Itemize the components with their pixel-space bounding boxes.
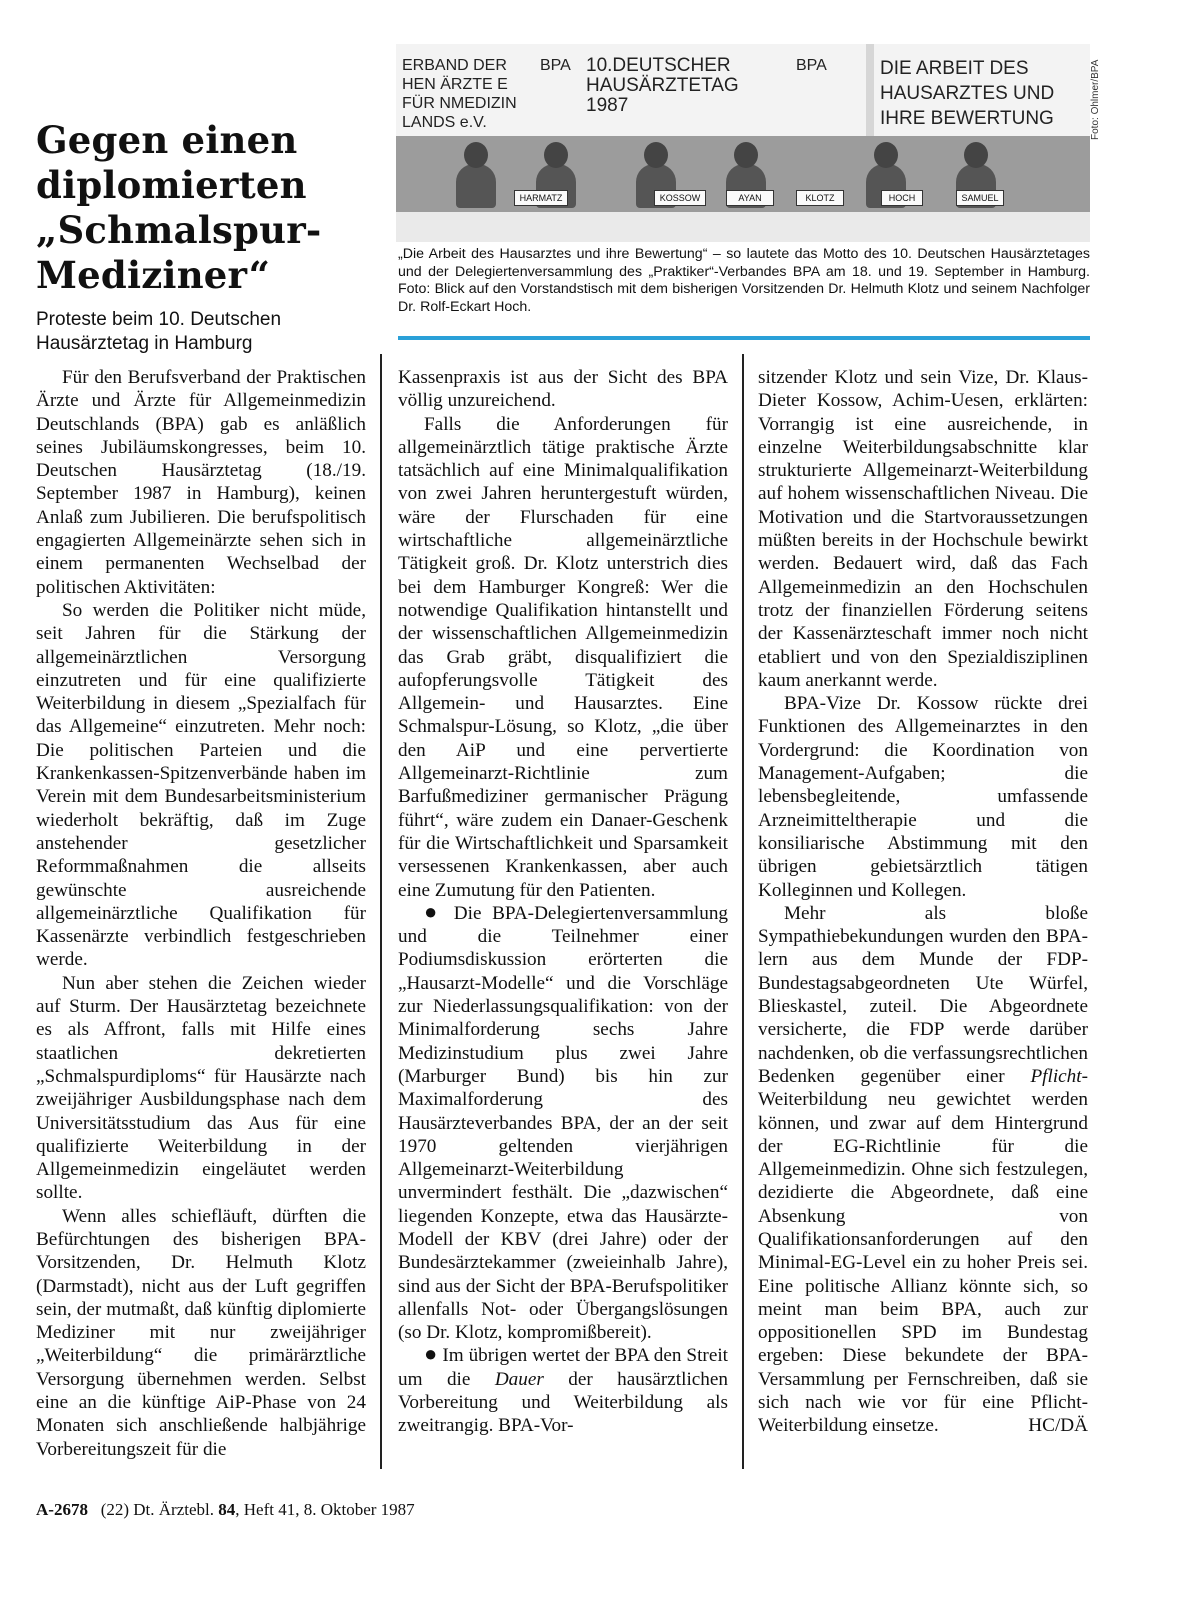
paragraph: Falls die Anforderungen für allgemeinärztlich tätige praktische Ärzte tatsächlich auf eine Minimalqualifikation von zwei Jahren heruntergestuft würden, wäre der Flurschaden für eine wirtschaftliche allgemeinärztliche Tätigkeit groß. Dr. Klotz unterstrich dies bei dem Hamburger Kongreß: Wer die notwendige Qualifikation hintanstellt und der wissenschaftlichen Allgemeinmedizin das Grab gräbt, disqualifiziert die aufopferungsvolle Tätigkeit des Allgemein- und Hausarztes. Eine Schmalspur-Lösung, so Klotz, „die über den AiP und eine pervertierte Allgemeinarzt-Richtlinie zum Barfußmediziner germanischer Prägung führt“, wäre zudem ein Danaer-Geschenk für die Wirtschaftlichkeit und Sparsamkeit versessenen Krankenkassen, aber auch eine Zumutung für den Patienten. (398, 413, 728, 901)
paragraph: Wenn alles schiefläuft, dürften die Befürchtungen des bisherigen BPA-Vorsitzenden, Dr. Helmuth Klotz (Darmstadt), nicht aus der Luft gegriffen sein, der mutmaßt, daß künftig diplomierte Mediziner mit nur zweijähriger „Weiterbildung“ die primärärztliche Versorgung übernehmen werden. Selbst eine an die künftige AiP-Phase von 24 Monaten sich anschließende halbjährige Vorbereitungszeit für die (36, 1205, 366, 1460)
journal-issue: , Heft 41, 8. Oktober 1987 (235, 1500, 415, 1519)
paragraph: Nun aber stehen die Zeichen wieder auf Sturm. Der Hausärztetag bezeichnete es als Affront, falls mit Hilfe eines staatlichen dekretierten „Schmalspurdiploms“ für Hausärzte nach zweijähriger Ausbildungsphase nach dem Universitätsstudium das Aus für eine qualifizierte Weiterbildung in der Allgemeinmedizin eingeläutet werden sollte. (36, 972, 366, 1204)
nameplate: KLOTZ (796, 190, 844, 206)
panel-person (456, 164, 496, 208)
bullet-icon: ● (424, 898, 444, 924)
banner-bpa-left: BPA (536, 44, 580, 160)
column-3 (758, 366, 1088, 1438)
paragraph: ● Die BPA-Delegiertenversammlung und die Teilnehmer einer Podiumsdiskussion erörterten die „Hausarzt-Modelle“ und die Vorschläge zur Niederlassungsqualifikation: von der Minimalforderung sechs Jahre Medizinstudium plus zwei Jahre (Marburger Bund) bis hin zur Maximalforderung des Hausärzteverbandes BPA, der an der seit 1970 geltenden vierjährigen Allgemeinarzt-Weiterbildung unvermindert festhält. Die „dazwischen“ liegenden Konzepte, etwa das Hausärzte-Modell der KBV (drei Jahre) oder der Bundesärztekammer (zweieinhalb Jahre), sind aus der Sicht der BPA-Berufspolitiker allenfalls Not- oder Übergangslösungen (so Dr. Klotz, kompromißbereit). (398, 898, 729, 1344)
page-footer (36, 1500, 415, 1520)
photo-credit: Foto: Ohlmer/BPA (1090, 59, 1101, 140)
column-2 (398, 366, 728, 1438)
author-signature: HC/DÄ (1028, 1415, 1088, 1437)
nameplate: KOSSOW (654, 190, 706, 206)
banner-association: ERBAND DER HEN ÄRZTE E FÜR NMEDIZIN LANDS e.V. (396, 44, 538, 160)
paragraph: Mehr als bloße Sympathiebekundungen wurden den BPA-lern aus dem Munde der FDP-Bundestagsabgeordneten Ute Würfel, Blieskastel, zuteil. Die Abgeordnete versicherte, die FDP werde darüber nachdenken, ob die verfassungsrechtlichen Bedenken gegenüber einer Pflicht-Weiterbildung neu gewichtet werden können, und zwar auf dem Hintergrund der EG-Richtlinie für die Allgemeinmedizin. Ohne sich festzulegen, dezidierte die Abgeordnete, daß eine Absenkung von Qualifikationsanforderungen auf den Minimal-EG-Level ein zu hoher Preis sei. Eine politische Allianz könnte sich, so meint man beim BPA, auch zur oppositionellen SPD im Bundestag ergeben: Diese bekundete der BPA-Versammlung per Fernschreiben, daß sie sich nach wie vor für eine Pflicht-Weiterbildung einsetze. HC/DÄ (758, 902, 1088, 1437)
nameplate: SAMUEL (956, 190, 1004, 206)
caption-rule (398, 336, 1090, 340)
bullet-icon: ● (424, 1341, 438, 1367)
column-1 (36, 366, 366, 1461)
headline: Gegen einen diplomierten „Schmalspur-Mediziner“ (36, 118, 322, 297)
banner-event: 10.DEUTSCHER HAUSÄRZTETAG 1987 (580, 44, 792, 160)
paragraph: BPA-Vize Dr. Kossow rückte drei Funktionen des Allgemeinarztes in den Vordergrund: die Koordination von Management-Aufgaben; die lebensbegleitende, umfassende Arzneimitteltherapie und die konsiliarische Abstimmung mit den übrigen gebietsärztlich tätigen Kolleginnen und Kollegen. (758, 693, 1088, 901)
paragraph: ● Im übrigen wertet der BPA den Streit um die Dauer der hausärztlichen Vorbereitung und Weiterbildung als zweitrangig. BPA-Vor- (398, 1341, 728, 1437)
page-number: A-2678 (36, 1500, 88, 1519)
column-rule (380, 354, 382, 1469)
conference-photo (396, 44, 1090, 242)
banner-bpa-right: BPA (792, 44, 866, 160)
paragraph: Für den Berufsverband der Praktischen Ärzte und Ärzte für Allgemeinmedizin Deutschlands (BPA) gab es anläßlich seines Jubiläumskongresses, beim 10. Deutschen Hausärztetag (18./19. September 1987 in Hamburg), keinen Anlaß zum Jubilieren. Die berufspolitisch engagierten Allgemeinärzte sehen sich in einem permanenten Wechselbad der politischen Aktivitäten: (36, 367, 366, 598)
journal-ref: (22) Dt. Ärztebl. (100, 1500, 215, 1519)
banner-motto: DIE ARBEIT DES HAUSARZTES UND IHRE BEWERTUNG (874, 44, 1090, 160)
nameplate: AYAN (726, 190, 774, 206)
panel-table (396, 212, 1090, 242)
paragraph: Kassenpraxis ist aus der Sicht des BPA völlig unzureichend. (398, 367, 728, 412)
column-rule (742, 354, 744, 1469)
paragraph: sitzender Klotz und sein Vize, Dr. Klaus-Dieter Kossow, Achim-Uesen, erklärten: Vorrangig ist eine ausreichende, in einzelne Weiterbildungsabschnitte klar strukturierte Allgemeinarzt-Weiterbildung auf hohem wissenschaftlichen Niveau. Die Motivation und die Startvoraussetzungen müßten bereits in der Hochschule bewirkt werden. Bedauert wird, daß das Fach Allgemeinmedizin an den Hochschulen trotz der finanziellen Förderung seitens der Kassenärzteschaft immer noch nicht etabliert und von den Spezialdisziplinen kaum anerkannt werde. (758, 367, 1088, 691)
subheadline: Proteste beim 10. Deutschen Hausärztetag in Hamburg (36, 309, 282, 354)
paragraph: So werden die Politiker nicht müde, seit Jahren für die Stärkung der allgemeinärztlichen Versorgung einzutreten und für eine qualifizierte Weiterbildung in diesem „Spezialfach für das Allgemeine“ einzutreten. Mehr noch: Die politischen Parteien und die Krankenkassen-Spitzenverbände haben im Verein mit dem Bundesarbeitsministerium wiederholt bekräftig, daß im Zuge anstehender gesetzlicher Reformmaßnahmen die allseits gewünschte ausreichende allgemeinärztliche Qualifikation für Kassenärzte verbindlich festgeschrieben werde. (36, 599, 366, 971)
nameplate: HARMATZ (514, 190, 568, 206)
photo-caption: „Die Arbeit des Hausarztes und ihre Bewertung“ – so lautete das Motto des 10. Deutschen Hausärztetages und der Delegiertenversammlung des „Praktiker“-Verbandes BPA am 18. und 19. September in Hamburg. Foto: Blick auf den Vorstandstisch mit dem bisherigen Vorsitzenden Dr. Helmuth Klotz und seinem Nachfolger Dr. Rolf-Eckart Hoch. (398, 246, 1090, 315)
nameplate: HOCH (881, 190, 923, 206)
journal-volume: 84 (218, 1500, 236, 1519)
